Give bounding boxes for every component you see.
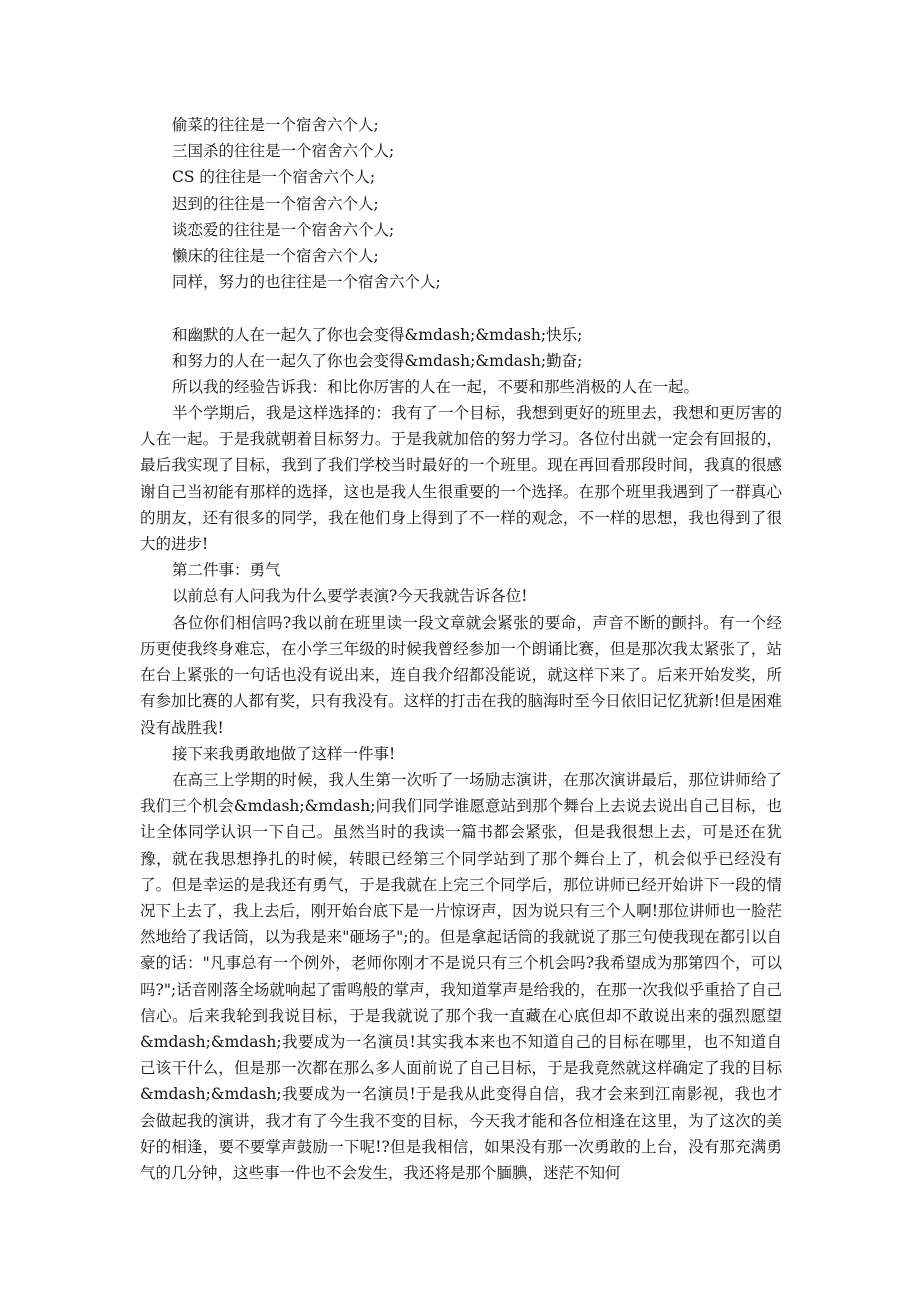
list-line: 谈恋爱的往往是一个宿舍六个人; <box>172 220 395 239</box>
list-line: 迟到的往往是一个宿舍六个人; <box>172 194 379 213</box>
paragraph: 在高三上学期的时候，我人生第一次听了一场励志演讲，在那次演讲最后，那位讲师给了我们三个机会&mdash;&mdash;问我们同学谁愿意站到那个舞台上去说去说出自己目标，也让全体同学认识一下自己。虽然当时的我读一篇书都会紧张，但是我很想上去，可是还在犹豫，就在我思想挣扎的时候，转眼已经第三个同学站到了那个舞台上了，机会似乎已经没有了。但是幸运的是我还有勇气，于是我就在上完三个同学后，那位讲师已经开始讲下一段的情况下上去了，我上去后，刚开始台底下是一片惊讶声，因为说只有三个人啊!那位讲师也一脸茫然地给了我话筒，以为我是来"砸场子";的。但是拿起话筒的我就说了那三句使我现在都引以自豪的话："凡事总有一个例外，老师你刚才不是说只有三个机会吗?我希望成为那第四个，可以吗?";话音刚落全场就响起了雷鸣般的掌声，我知道掌声是给我的，在那一次我似乎重拾了自己信心。后来我轮到我说目标，于是我就说了那个我一直藏在心底但却不敢说出来的强烈愿望&mdash;&mdash;我要成为一名演员!其实我本来也不知道自己的目标在哪里，也不知道自己该干什么，但是那一次都在那么多人面前说了自己目标，于是我竟然就这样确定了我的目标&mdash;&mdash;我要成为一名演员!于是我从此变得自信，我才会来到江南影视，我也才会做起我的演讲，我才有了今生我不变的目标，今天我才能和各位相逢在这里，为了这次的美好的相逢，要不要掌声鼓励一下呢!?但是我相信，如果没有那一次勇敢的上台，没有那充满勇气的几分钟，这些事一件也不会发生，我还将是那个腼腆，迷茫不知何 <box>140 770 782 1182</box>
document-body <box>140 112 782 1186</box>
list-line: 同样，努力的也往往是一个宿舍六个人; <box>172 273 441 292</box>
section-heading: 第二件事：勇气 <box>172 561 281 580</box>
paragraph: 以前总有人问我为什么要学表演?今天我就告诉各位! <box>172 587 528 606</box>
paragraph: 半个学期后，我是这样选择的：我有了一个目标，我想到更好的班里去，我想和更厉害的人在一起。于是我就朝着目标努力。于是我就加倍的努力学习。各位付出就一定会有回报的，最后我实现了目标，我到了我们学校当时最好的一个班里。现在再回看那段时间，我真的很感谢自己当初能有那样的选择，这也是我人生很重要的一个选择。在那个班里我遇到了一群真心的朋友，还有很多的同学，我在他们身上得到了不一样的观念，不一样的思想，我也得到了很大的进步! <box>140 404 782 554</box>
humor-line: 和幽默的人在一起久了你也会变得&mdash;&mdash;快乐; <box>172 325 583 344</box>
paragraph: 接下来我勇敢地做了这样一件事! <box>172 744 396 763</box>
list-line: CS 的往往是一个宿舍六个人; <box>172 168 376 187</box>
list-line: 偷菜的往往是一个宿舍六个人; <box>172 116 379 134</box>
humor-line: 和努力的人在一起久了你也会变得&mdash;&mdash;勤奋; <box>172 351 583 370</box>
blank-line <box>140 295 782 321</box>
list-line: 懒床的往往是一个宿舍六个人; <box>172 246 379 265</box>
paragraph: 各位你们相信吗?我以前在班里读一段文章就会紧张的要命，声音不断的颤抖。有一个经历更使我终身难忘，在小学三年级的时候我曾经参加一个朗诵比赛，但是那次我太紧张了，站在台上紧张的一句话也没有说出来，连自我介绍都没能说，就这样下来了。后来开始发奖，所有参加比赛的人都有奖，只有我没有。这样的打击在我的脑海时至今日依旧记忆犹新!但是困难没有战胜我! <box>140 613 782 737</box>
humor-line: 所以我的经验告诉我：和比你厉害的人在一起，不要和那些消极的人在一起。 <box>172 377 700 396</box>
list-line: 三国杀的往往是一个宿舍六个人; <box>172 142 395 161</box>
